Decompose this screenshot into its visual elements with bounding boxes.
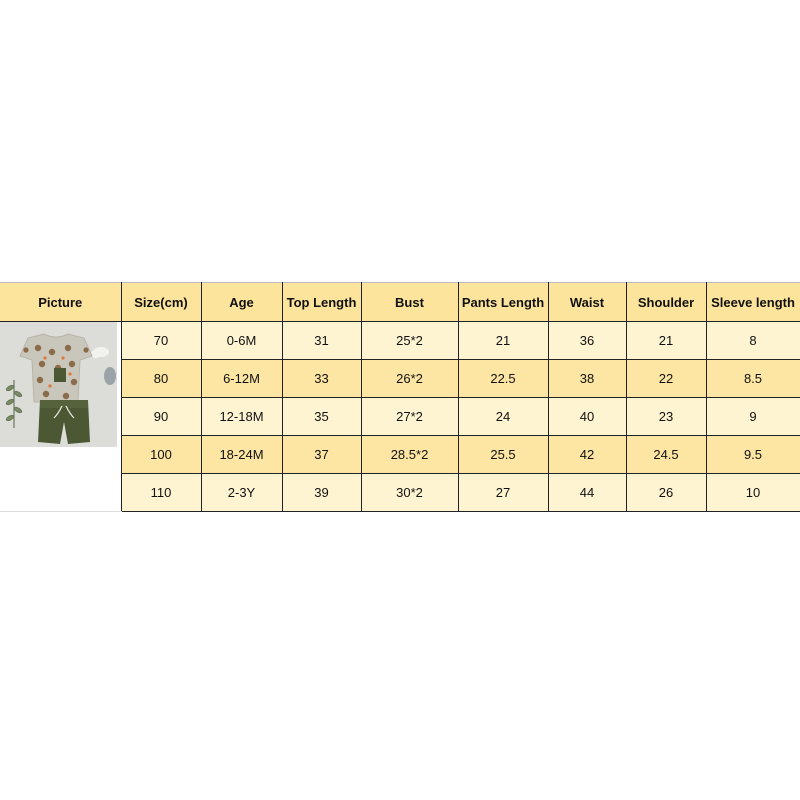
cell-shoulder: 23 (626, 398, 706, 436)
header-sleeve-length: Sleeve length (706, 283, 800, 322)
cell-size: 100 (121, 436, 201, 474)
outfit-illustration-icon (0, 322, 117, 447)
cell-shoulder: 24.5 (626, 436, 706, 474)
cell-bust: 27*2 (361, 398, 458, 436)
table-row (0, 322, 800, 360)
header-age: Age (201, 283, 282, 322)
cell-top-length: 35 (282, 398, 361, 436)
cell-age: 12-18M (201, 398, 282, 436)
cell-bust: 30*2 (361, 474, 458, 512)
cell-pants-length: 25.5 (458, 436, 548, 474)
cell-pants-length: 21 (458, 322, 548, 360)
product-picture-cell (0, 322, 121, 512)
cell-shoulder: 26 (626, 474, 706, 512)
header-size: Size(cm) (121, 283, 201, 322)
cell-size: 110 (121, 474, 201, 512)
cell-size: 80 (121, 360, 201, 398)
table-header-row (0, 283, 800, 322)
cell-pants-length: 24 (458, 398, 548, 436)
cell-top-length: 37 (282, 436, 361, 474)
cell-shoulder: 22 (626, 360, 706, 398)
cell-top-length: 39 (282, 474, 361, 512)
cell-waist: 38 (548, 360, 626, 398)
cell-sleeve-length: 8.5 (706, 360, 800, 398)
header-pants-length: Pants Length (458, 283, 548, 322)
cell-top-length: 31 (282, 322, 361, 360)
cell-age: 6-12M (201, 360, 282, 398)
cell-waist: 44 (548, 474, 626, 512)
header-shoulder: Shoulder (626, 283, 706, 322)
cell-age: 18-24M (201, 436, 282, 474)
cell-waist: 42 (548, 436, 626, 474)
cell-bust: 25*2 (361, 322, 458, 360)
cell-bust: 26*2 (361, 360, 458, 398)
header-top-length: Top Length (282, 283, 361, 322)
cell-size: 70 (121, 322, 201, 360)
cell-waist: 36 (548, 322, 626, 360)
cell-age: 2-3Y (201, 474, 282, 512)
header-waist: Waist (548, 283, 626, 322)
cell-pants-length: 27 (458, 474, 548, 512)
cell-sleeve-length: 9 (706, 398, 800, 436)
cell-top-length: 33 (282, 360, 361, 398)
cell-age: 0-6M (201, 322, 282, 360)
size-chart-table (0, 282, 800, 512)
cell-bust: 28.5*2 (361, 436, 458, 474)
cell-sleeve-length: 9.5 (706, 436, 800, 474)
cell-sleeve-length: 10 (706, 474, 800, 512)
cell-waist: 40 (548, 398, 626, 436)
header-bust: Bust (361, 283, 458, 322)
cell-pants-length: 22.5 (458, 360, 548, 398)
product-photo (0, 322, 117, 447)
header-picture: Picture (0, 283, 121, 322)
cell-size: 90 (121, 398, 201, 436)
cell-sleeve-length: 8 (706, 322, 800, 360)
cell-shoulder: 21 (626, 322, 706, 360)
